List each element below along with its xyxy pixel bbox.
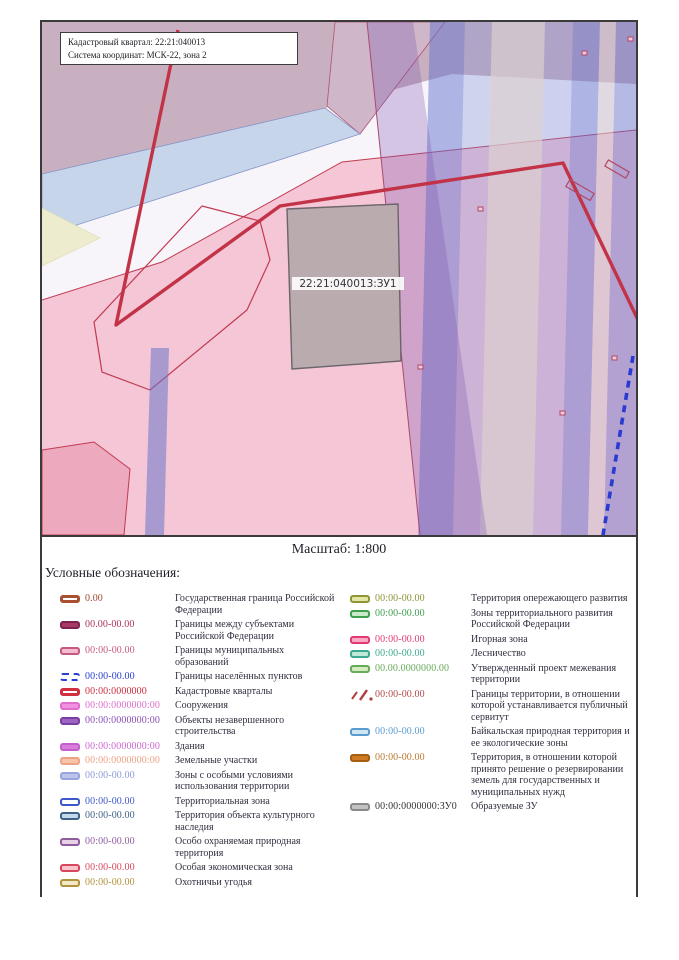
legend-label: Территория объекта культурного наследия	[175, 810, 315, 833]
legend-item	[350, 663, 634, 686]
legend-label: Утвержденный проект межевания территории	[471, 662, 617, 685]
legend-code: 00.00.0000000.00	[375, 662, 450, 674]
map-parcel-label: 22:21:040013:ЗУ1	[299, 278, 397, 290]
legend-item	[350, 593, 634, 605]
legend-column-left	[60, 593, 338, 891]
legend-item	[60, 877, 338, 889]
legend-code: 00:00:0000000	[85, 685, 147, 697]
legend-swatch-icon	[60, 812, 80, 820]
legend-item	[350, 648, 634, 660]
legend-swatch-icon	[60, 864, 80, 872]
legend-label: Государственная граница Российской Федерации	[175, 593, 335, 616]
legend-code: 00:00-00.00	[85, 795, 135, 807]
legend-code: 00:00:0000000:00	[85, 740, 160, 752]
legend-code: 00:00-00.00	[375, 688, 425, 700]
legend-swatch-icon	[60, 879, 80, 887]
legend-swatch-icon	[350, 665, 370, 673]
legend-label: Объекты незавершенного строительства	[175, 714, 285, 737]
legend-label: Байкальская природная территория и ее экологические зоны	[471, 726, 630, 749]
legend-code: 0.00	[85, 593, 103, 604]
legend-label: Территория, в отношении которой принято решение о резервировании земель для государственных и муниципальных нужд	[471, 752, 624, 798]
legend-label: Зоны территориального развития Российской Федерации	[471, 607, 613, 630]
scale-label: Масштаб: 1:800	[291, 542, 387, 557]
legend-label: Границы муниципальных образований	[175, 645, 285, 668]
legend-label: Сооружения	[175, 700, 228, 711]
info-cadastral-quarter: Кадастровый квартал: 22:21:040013	[68, 37, 206, 47]
legend-item	[60, 741, 338, 753]
legend-code: 00:00-00.00	[85, 810, 135, 821]
legend-swatch-icon	[60, 673, 80, 681]
legend-item	[350, 726, 634, 749]
legend-swatch-icon	[350, 595, 370, 603]
legend-item	[350, 634, 634, 646]
legend-code: 00:00-00.00	[85, 876, 135, 888]
legend-item	[60, 810, 338, 833]
legend-label: Здания	[175, 740, 205, 752]
legend-swatch-icon	[60, 595, 80, 603]
map-info-box	[60, 32, 298, 65]
legend-swatch-icon	[60, 688, 80, 696]
legend-item	[60, 755, 338, 767]
legend-code: 00:00-00.00	[85, 862, 135, 873]
legend-item	[350, 689, 634, 724]
legend-item	[60, 619, 338, 642]
map-canvas	[42, 22, 636, 535]
legend-label: Границы территории, в отношении которой устанавливается публичный сервитут	[471, 688, 628, 723]
legend-code: 00:00-00.00	[375, 633, 425, 645]
legend-code: 00:00-00.00	[85, 836, 135, 847]
legend-item	[60, 686, 338, 698]
legend-item	[60, 836, 338, 859]
legend-swatch-icon	[350, 754, 370, 762]
legend-code: 00:00-00.00	[375, 593, 425, 604]
legend-swatch-icon	[60, 798, 80, 806]
legend-code: 00:00-00.00	[375, 607, 425, 619]
legend-code: 00:00:0000000:00	[85, 755, 160, 766]
legend-swatch-icon	[60, 717, 80, 725]
legend-label: Границы между субъектами Российской Федерации	[175, 619, 295, 642]
legend-swatch-icon	[350, 803, 370, 811]
legend-item	[60, 593, 338, 616]
legend-label: Особо охраняемая природная территория	[175, 836, 301, 859]
info-coordinate-system: Система координат: МСК-22, зона 2	[68, 49, 207, 60]
legend-label: Игорная зона	[471, 633, 528, 645]
legend-label: Зоны с особыми условиями использования территории	[175, 769, 293, 792]
legend-swatch-icon	[60, 621, 80, 629]
legend-item	[60, 796, 338, 808]
legend-swatch-icon	[60, 647, 80, 655]
legend-swatch-icon	[60, 772, 80, 780]
legend-column-right	[350, 593, 634, 816]
legend-swatch-icon	[350, 728, 370, 736]
legend-item	[350, 752, 634, 798]
legend-label: Особая экономическая зона	[175, 862, 293, 873]
legend-item	[60, 671, 338, 683]
legend-code: 00:00:0000000:00	[85, 714, 160, 726]
legend-swatch-icon	[350, 650, 370, 658]
legend-swatch-icon	[60, 757, 80, 765]
legend-code: 00:00-00.00	[85, 671, 135, 682]
legend-item	[350, 801, 634, 813]
legend-code: 00:00:0000000:ЗУ0	[375, 801, 457, 812]
legend-code: 00:00-00.00	[375, 726, 425, 737]
legend-label: Лесничество	[471, 648, 526, 659]
legend-label: Территориальная зона	[175, 795, 270, 807]
legend-label: Земельные участки	[175, 755, 258, 766]
public-servitude-slash-icon	[350, 689, 375, 702]
legend-area	[42, 542, 636, 900]
cadastral-plan-document	[40, 20, 638, 897]
legend-swatch-icon	[350, 636, 370, 644]
legend-code: 00.00-00.00	[85, 619, 135, 630]
legend-label: Образуемые ЗУ	[471, 801, 538, 812]
legend-item	[60, 645, 338, 668]
legend-label: Охотничьи угодья	[175, 876, 253, 888]
legend-item	[60, 700, 338, 712]
legend-code: 00:00-00.00	[85, 645, 135, 656]
legend-swatch-icon	[350, 610, 370, 618]
legend-swatch-icon	[60, 743, 80, 751]
legend-code: 00:00:0000000:00	[85, 700, 160, 711]
legend-code: 00:00-00.00	[375, 752, 425, 763]
legend-title: Условные обозначения:	[45, 565, 181, 580]
legend-code: 00:00-00.00	[375, 648, 425, 659]
legend-item	[350, 608, 634, 631]
legend-code: 00:00-00.00	[85, 769, 135, 781]
legend-label: Границы населённых пунктов	[175, 671, 303, 682]
legend-item	[60, 715, 338, 738]
legend-item	[60, 862, 338, 874]
legend-label: Территория опережающего развития	[471, 593, 628, 604]
legend-swatch-icon	[60, 702, 80, 710]
legend-swatch-icon	[60, 838, 80, 846]
legend-item	[60, 770, 338, 793]
map-viewport	[42, 22, 636, 537]
legend-label: Кадастровые кварталы	[175, 685, 273, 697]
